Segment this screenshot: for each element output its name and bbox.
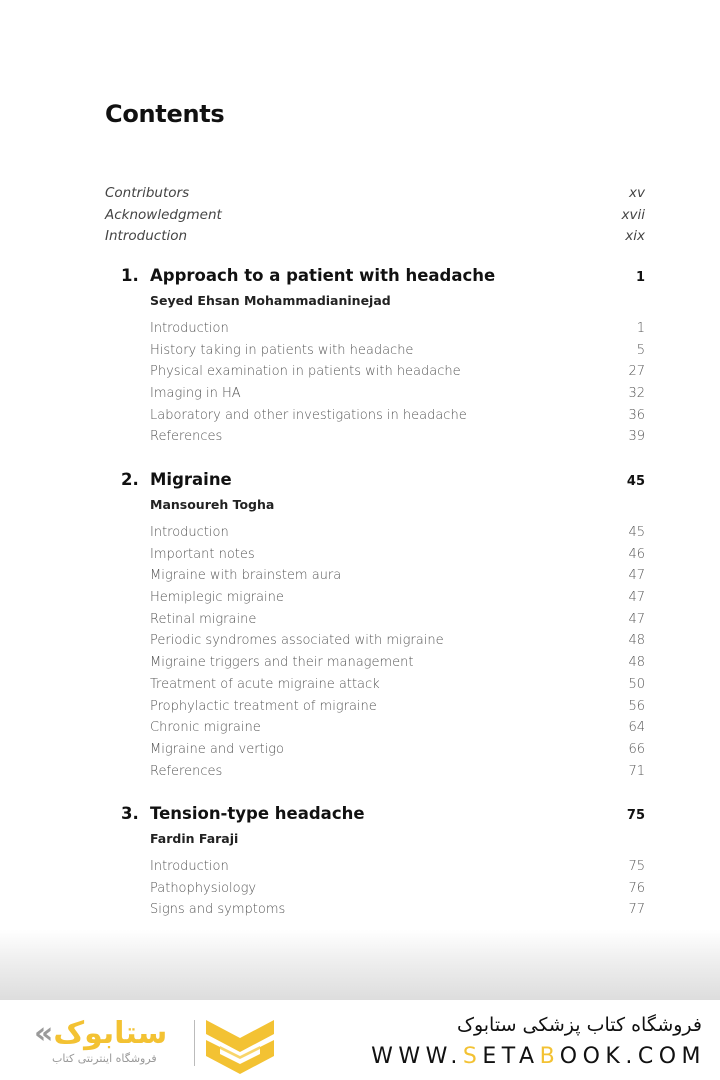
chapter-number: 1. — [121, 266, 139, 285]
chapter-heading[interactable] — [105, 804, 645, 830]
section-list — [150, 320, 645, 450]
chapter-author: Mansoureh Togha — [150, 497, 275, 512]
entry-page: 64 — [628, 720, 645, 736]
section-list — [150, 858, 645, 923]
toc-entry[interactable] — [150, 524, 645, 546]
entry-label: Physical examination in patients with headache — [150, 364, 461, 380]
toc-entry[interactable] — [150, 632, 645, 654]
chapter-title: Migraine — [150, 470, 232, 489]
entry-page: 39 — [628, 429, 645, 445]
chapter-3 — [105, 804, 645, 923]
entry-page: 48 — [628, 655, 645, 671]
entry-page: 71 — [628, 763, 645, 779]
toc-entry[interactable] — [150, 428, 645, 450]
url-highlight: B — [539, 1044, 560, 1069]
entry-page: 48 — [628, 633, 645, 649]
chapter-author: Seyed Ehsan Mohammadianinejad — [150, 293, 391, 308]
entry-page: 50 — [628, 676, 645, 692]
entry-page: xix — [625, 228, 645, 245]
toc-entry[interactable] — [150, 654, 645, 676]
toc-entry[interactable] — [150, 719, 645, 741]
url-part: ETA — [482, 1044, 540, 1069]
page-title: Contents — [105, 100, 225, 128]
store-logo-wordmark[interactable] — [34, 1016, 179, 1066]
entry-page: 32 — [628, 386, 645, 402]
url-highlight: S — [462, 1044, 483, 1069]
entry-page: 46 — [628, 546, 645, 562]
page-bottom-shadow — [0, 930, 720, 1000]
entry-label: Introduction — [150, 321, 229, 336]
store-name: فروشگاه کتاب پزشکی ستابوک — [456, 1014, 702, 1036]
toc-entry[interactable] — [150, 363, 645, 385]
entry-page: 77 — [628, 902, 645, 918]
toc-entry[interactable] — [150, 567, 645, 589]
entry-label: Hemiplegic migraine — [150, 590, 284, 606]
entry-label: Periodic syndromes associated with migraine — [150, 633, 444, 649]
chapter-page: 45 — [626, 474, 645, 489]
entry-page: 47 — [628, 590, 645, 606]
entry-page: 56 — [628, 698, 645, 714]
chevron-logo-icon — [206, 1016, 274, 1074]
entry-page: 47 — [628, 568, 645, 584]
entry-page: 66 — [628, 741, 645, 757]
toc-entry[interactable] — [105, 227, 645, 249]
toc-entry[interactable] — [150, 320, 645, 342]
entry-label: Acknowledgment — [105, 206, 222, 223]
toc-entry[interactable] — [150, 698, 645, 720]
toc-entry[interactable] — [150, 763, 645, 785]
toc-entry[interactable] — [150, 880, 645, 902]
toc-entry[interactable] — [150, 385, 645, 407]
entry-label: Pathophysiology — [150, 880, 257, 896]
toc-entry[interactable] — [150, 741, 645, 763]
entry-label: Prophylactic treatment of migraine — [150, 698, 377, 714]
entry-label: Imaging in HA — [150, 386, 241, 402]
toc-entry[interactable] — [150, 611, 645, 633]
logo-mark — [34, 1016, 167, 1051]
logo-mark-text: ستابوک — [53, 1016, 168, 1051]
entry-label: References — [150, 763, 223, 779]
chapter-page: 75 — [626, 808, 645, 823]
url-part: OOK.COM — [559, 1044, 706, 1069]
entry-page: 27 — [628, 364, 645, 380]
entry-label: Treatment of acute migraine attack — [150, 676, 380, 692]
toc-entry[interactable] — [105, 184, 645, 206]
entry-label: Chronic migraine — [150, 720, 261, 736]
entry-page: xvii — [621, 206, 645, 223]
chapter-heading[interactable] — [105, 470, 645, 496]
entry-label: Introduction — [150, 525, 229, 540]
chapter-number: 3. — [121, 804, 139, 823]
chapter-2 — [105, 470, 645, 784]
entry-page: 76 — [628, 880, 645, 896]
entry-label: Introduction — [105, 228, 188, 245]
chapter-heading[interactable] — [105, 266, 645, 292]
chapter-author: Fardin Faraji — [150, 831, 239, 846]
chapter-page: 1 — [635, 270, 645, 285]
toc-entry[interactable] — [150, 589, 645, 611]
chapter-title: Tension-type headache — [150, 804, 365, 823]
chapter-number: 2. — [121, 470, 139, 489]
toc-entry[interactable] — [150, 546, 645, 568]
chapter-1 — [105, 266, 645, 450]
entry-label: Introduction — [150, 859, 229, 874]
store-url-link[interactable] — [371, 1044, 706, 1069]
entry-page: 75 — [628, 859, 645, 874]
front-matter-list — [105, 184, 645, 249]
entry-label: History taking in patients with headache — [150, 342, 414, 358]
toc-entry[interactable] — [105, 206, 645, 228]
entry-label: Retinal migraine — [150, 611, 257, 627]
entry-label: Migraine triggers and their management — [150, 655, 414, 671]
entry-page: 47 — [628, 611, 645, 627]
toc-entry[interactable] — [150, 901, 645, 923]
entry-label: References — [150, 429, 223, 445]
entry-page: 36 — [628, 407, 645, 423]
toc-entry[interactable] — [150, 342, 645, 364]
entry-label: Contributors — [105, 185, 190, 201]
toc-entry[interactable] — [150, 676, 645, 698]
entry-label: Laboratory and other investigations in headache — [150, 407, 467, 423]
entry-label: Migraine and vertigo — [150, 741, 285, 757]
store-banner — [0, 1000, 720, 1080]
entry-label: Migraine with brainstem aura — [150, 568, 342, 584]
entry-label: Important notes — [150, 546, 255, 562]
logo-subtitle: فروشگاه اینترنتی کتاب — [52, 1052, 157, 1065]
section-list — [150, 524, 645, 784]
double-chevron-left-icon: « — [34, 1016, 54, 1051]
chapter-title: Approach to a patient with headache — [150, 266, 496, 285]
toc-entry[interactable] — [150, 407, 645, 429]
entry-page: xv — [629, 185, 645, 201]
entry-page: 5 — [636, 342, 645, 358]
entry-page: 45 — [628, 525, 645, 540]
toc-entry[interactable] — [150, 858, 645, 880]
entry-page: 1 — [636, 321, 645, 336]
url-part: WWW. — [371, 1044, 463, 1069]
entry-label: Signs and symptoms — [150, 902, 286, 918]
logo-divider — [194, 1020, 195, 1066]
